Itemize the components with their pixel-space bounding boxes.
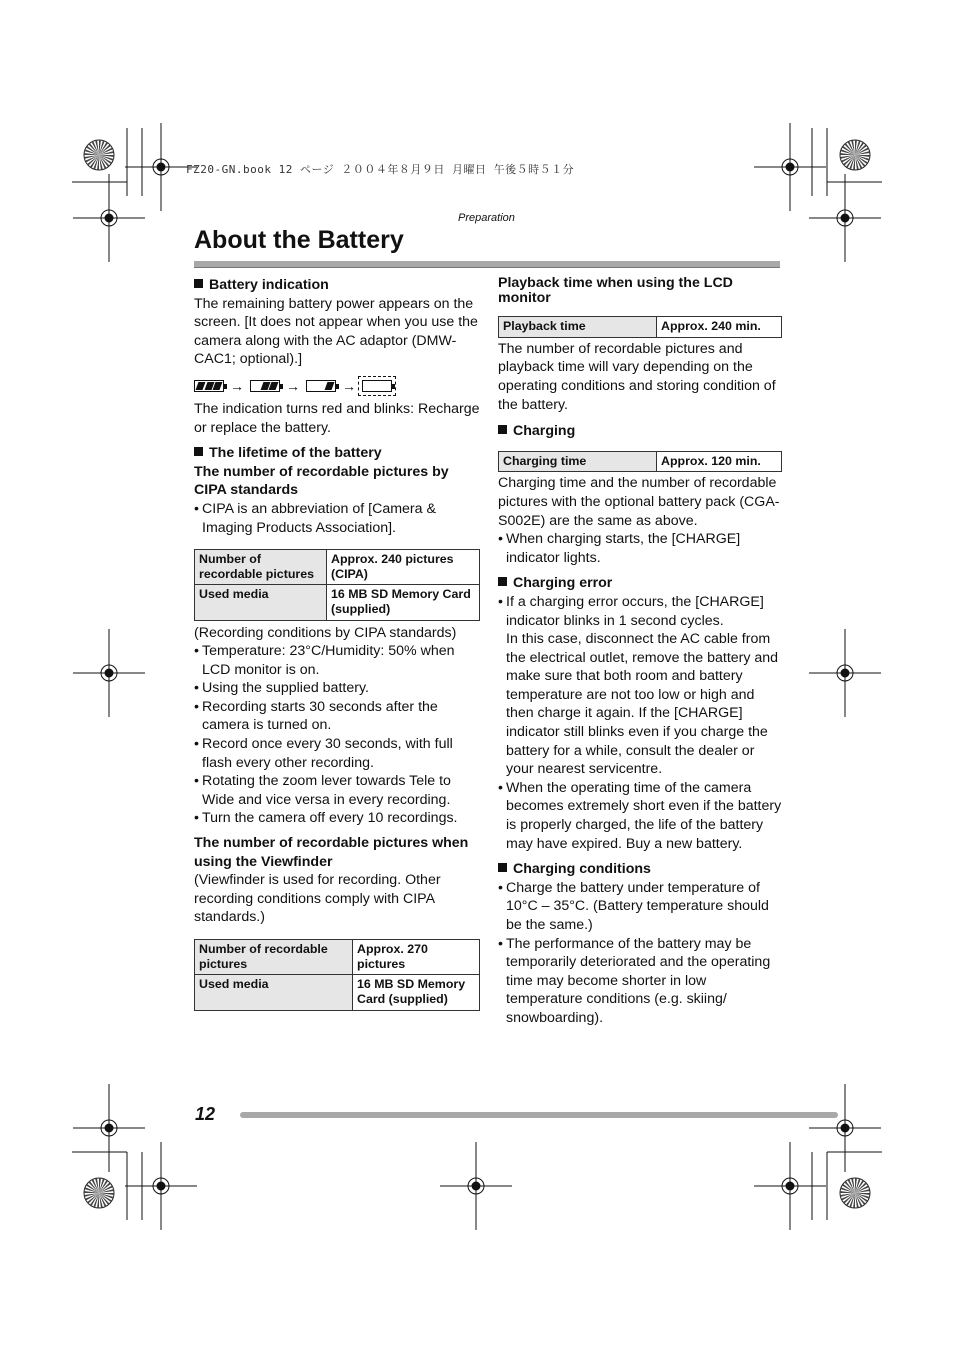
color-wheel-mark [840, 1178, 870, 1208]
list-item: • Record once every 30 seconds, with full flash every other recording. [194, 735, 480, 772]
crosshair-mark [809, 629, 881, 717]
list-item: • Recording starts 30 seconds after the camera is turned on. [194, 698, 480, 735]
list-item: • Charge the battery under temperature of 10°C – 35°C. (Battery temperature should be the same.) [498, 879, 782, 935]
table-row: Number of recordable pictures Approx. 270 pictures [195, 940, 480, 975]
color-wheel-mark [84, 1178, 114, 1208]
list-item: • The performance of the battery may be temporarily deteriorated and the operating time may become shorter in low temperature conditions (e.g. skiing/ snowboarding). [498, 935, 782, 1028]
print-header: FZ20-GN.book 12 ページ ２００４年８月９日 月曜日 午後５時５１分 [186, 163, 575, 176]
arrow-right-icon: → [286, 377, 300, 394]
list-item: • Rotating the zoom lever towards Tele to Wide and vice versa in every recording. [194, 772, 480, 809]
cipa-note-list [194, 500, 480, 537]
charging-conditions-list [498, 879, 782, 1028]
crosshair-mark [754, 1142, 826, 1230]
list-item: • CIPA is an abbreviation of [Camera & Imaging Products Association]. [194, 500, 480, 537]
crosshair-mark [809, 174, 881, 262]
crosshair-mark [125, 1142, 197, 1230]
conditions-list [194, 642, 480, 828]
playback-subheading: Playback time when using the LCD monitor [498, 275, 733, 306]
list-item: • Using the supplied battery. [194, 679, 480, 698]
conditions-intro: (Recording conditions by CIPA standards) [194, 624, 457, 641]
battery-empty-blinking-icon [362, 380, 392, 392]
list-item: • Temperature: 23°C/Humidity: 50% when LCD monitor is on. [194, 642, 480, 679]
viewfinder-table [194, 939, 480, 1011]
crosshair-mark [754, 123, 826, 211]
page-number: 12 [195, 1104, 216, 1124]
square-bullet-icon [498, 863, 507, 872]
square-bullet-icon [194, 279, 203, 288]
lifetime-heading: The lifetime of the battery [194, 444, 480, 463]
table-row: Playback time Approx. 240 min. [499, 317, 782, 338]
battery-level-icon [250, 380, 280, 392]
cipa-subheading: The number of recordable pictures by CIPA standards [194, 463, 449, 499]
charging-text: Charging time and the number of recordable pictures with the optional battery pack (CGA-S002E) are the same as above. [498, 475, 780, 529]
charging-list [498, 530, 782, 567]
cipa-table [194, 549, 480, 620]
right-column [498, 276, 782, 1028]
viewfinder-subheading: The number of recordable pictures when using the Viewfinder [194, 835, 469, 870]
title-rule [194, 261, 780, 268]
battery-warning-note: The indication turns red and blinks: Recharge or replace the battery. [194, 400, 480, 436]
square-bullet-icon [498, 577, 507, 586]
battery-level-icon [306, 380, 336, 392]
arrow-right-icon: → [230, 377, 244, 394]
battery-indication-text: The remaining battery power appears on the screen. [It does not appear when you use the camera along with the AC adaptor (DMW-CAC1; optional).] [194, 295, 478, 368]
page-title: About the Battery [194, 226, 404, 254]
square-bullet-icon [194, 447, 203, 456]
list-item: • Turn the camera off every 10 recordings. [194, 809, 480, 828]
battery-level-icon [194, 380, 224, 392]
viewfinder-text: (Viewfinder is used for recording. Other recording conditions comply with CIPA standards.) [194, 872, 441, 926]
table-row: Charging time Approx. 120 min. [499, 451, 782, 472]
charging-conditions-heading: Charging conditions [498, 860, 782, 879]
playback-text: The number of recordable pictures and playback time will vary depending on the operating conditions and storing condition of the battery. [498, 340, 776, 413]
battery-indication-heading: Battery indication [194, 276, 480, 295]
table-row: Used media 16 MB SD Memory Card (supplied) [195, 975, 480, 1011]
square-bullet-icon [498, 425, 507, 434]
table-row: Used media 16 MB SD Memory Card (supplied) [195, 585, 480, 620]
charging-table [498, 451, 782, 473]
crosshair-mark [73, 629, 145, 717]
left-column [194, 276, 480, 1011]
charging-heading: Charging [498, 422, 782, 441]
charging-error-list [498, 593, 782, 853]
footer-rule [240, 1112, 838, 1118]
crosshair-mark [440, 1142, 512, 1230]
crosshair-mark [809, 1084, 881, 1172]
list-item: • When the operating time of the camera becomes extremely short even if the battery is properly charged, the life of the battery may have expired. Buy a new battery. [498, 779, 782, 853]
section-label: Preparation [458, 212, 515, 224]
list-item: • When charging starts, the [CHARGE] indicator lights. [498, 530, 782, 567]
table-row: Number of recordable pictures Approx. 240 pictures (CIPA) [195, 550, 480, 585]
color-wheel-mark [840, 140, 870, 170]
battery-level-sequence [194, 373, 480, 399]
crosshair-mark [73, 1084, 145, 1172]
crosshair-mark [73, 174, 145, 262]
color-wheel-mark [84, 140, 114, 170]
charging-error-heading: Charging error [498, 574, 782, 593]
list-item: • If a charging error occurs, the [CHARGE] indicator blinks in 1 second cycles. In this case, disconnect the AC cable from the electrical outlet, remove the battery and make sure that both room and battery temperature are not too low or high and then charge it again. If the [CHARGE] indicator still blinks even if you charge the battery for a while, consult the dealer or your nearest servicentre. [498, 593, 782, 779]
arrow-right-icon: → [342, 377, 356, 394]
playback-table [498, 316, 782, 338]
